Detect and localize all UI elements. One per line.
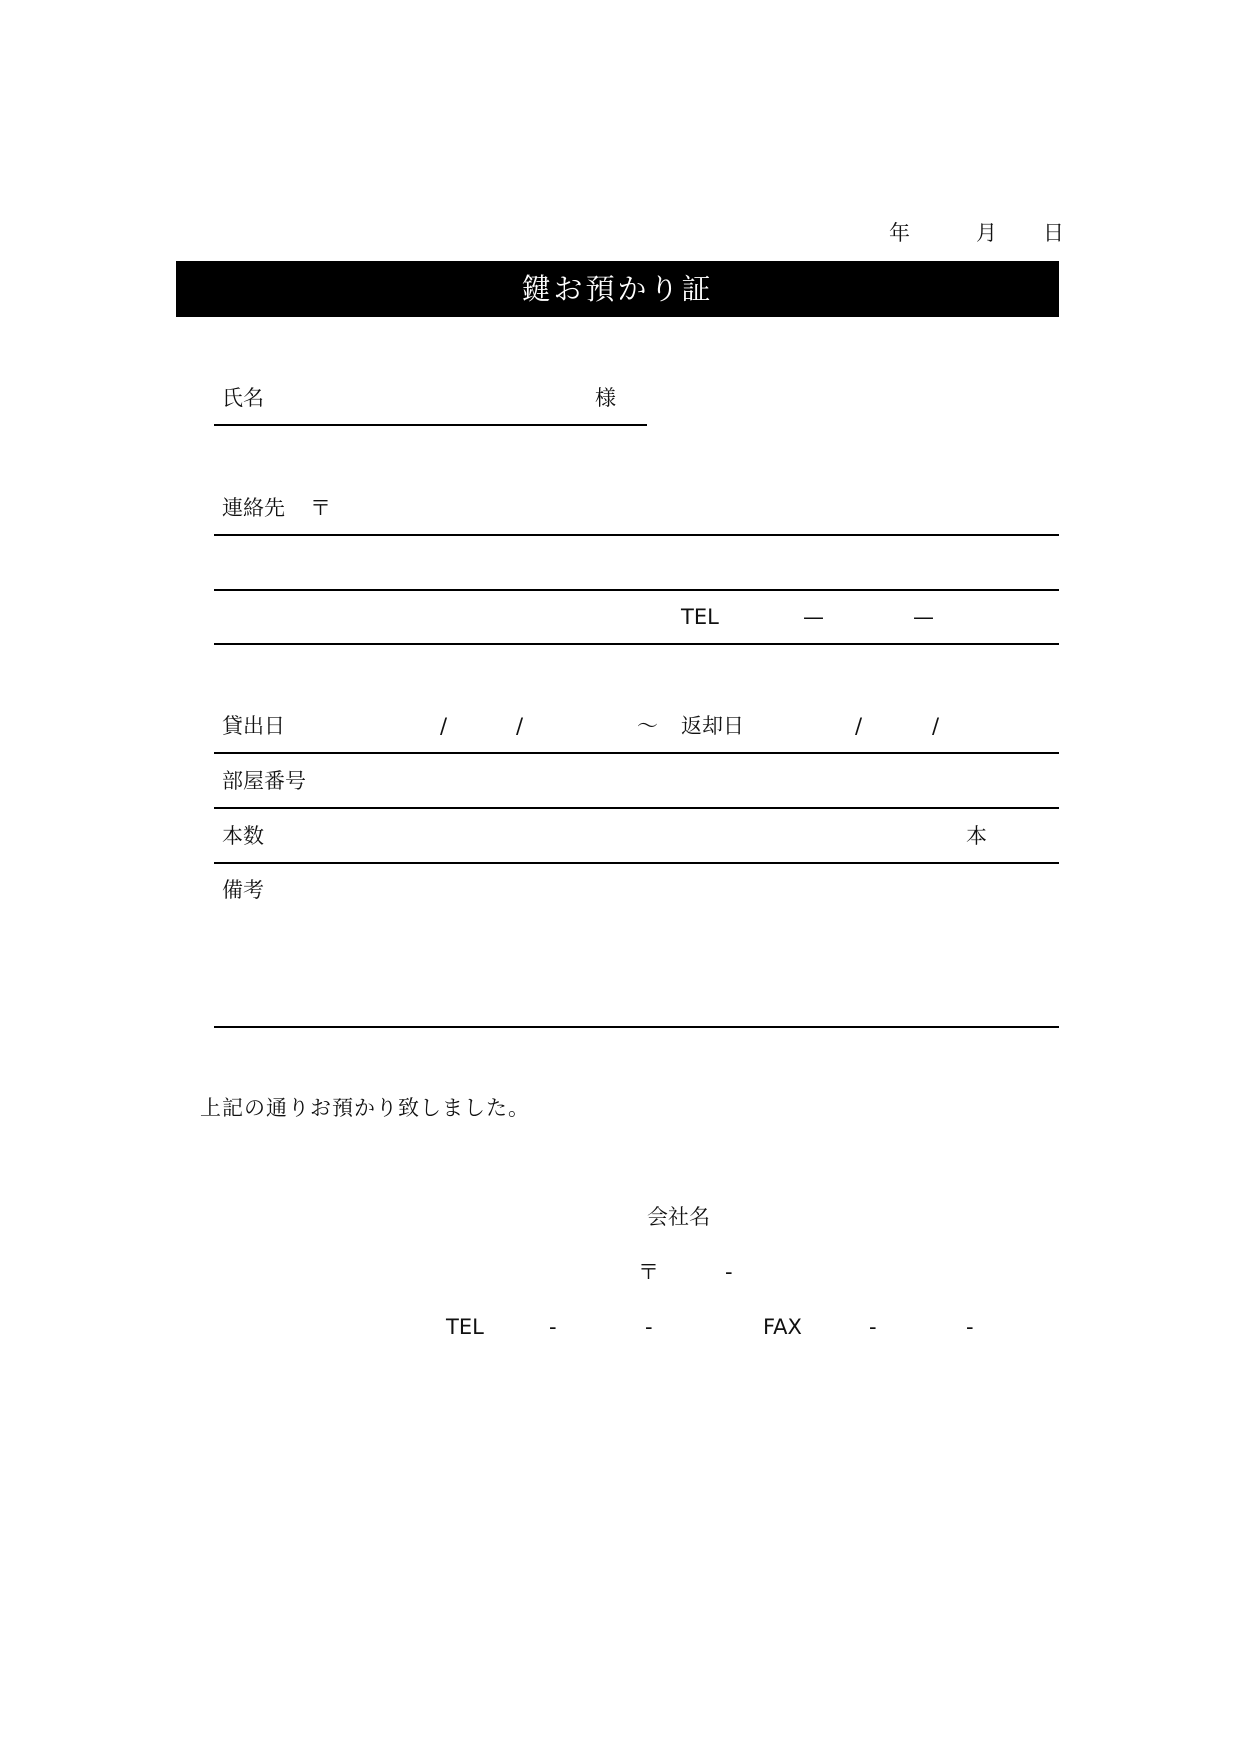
- contact-line-2: [214, 589, 1059, 591]
- period-line: [214, 752, 1059, 754]
- company-name-label: 会社名: [647, 1205, 710, 1229]
- name-underline: [214, 424, 647, 426]
- key-count-line: [214, 862, 1059, 864]
- return-date-slash-1: /: [855, 714, 863, 738]
- lend-date-slash-1: /: [440, 714, 448, 738]
- notes-label: 備考: [222, 878, 264, 902]
- date-month-label: 月: [976, 221, 997, 245]
- document-title: 鍵お預かり証: [521, 272, 714, 306]
- company-fax-label: FAX: [763, 1315, 802, 1339]
- contact-label: 連絡先: [222, 496, 285, 520]
- date-day-label: 日: [1043, 221, 1064, 245]
- receipt-statement: 上記の通りお預かり致しました。: [200, 1096, 530, 1120]
- company-fax-dash-2: -: [966, 1315, 974, 1339]
- company-fax-dash-1: -: [869, 1315, 877, 1339]
- contact-tel-label: TEL: [681, 605, 719, 629]
- company-tel-dash-2: -: [645, 1315, 653, 1339]
- contact-tel-sep-2: —: [913, 605, 934, 629]
- contact-tel-sep-1: —: [803, 605, 824, 629]
- room-number-line: [214, 807, 1059, 809]
- company-postal-mark: 〒: [638, 1260, 659, 1284]
- contact-line-3: [214, 643, 1059, 645]
- name-suffix: 様: [595, 386, 616, 410]
- company-tel-label: TEL: [446, 1315, 484, 1339]
- period-tilde: ～: [637, 714, 658, 738]
- contact-line-1: [214, 534, 1059, 536]
- room-number-label: 部屋番号: [222, 769, 306, 793]
- return-date-slash-2: /: [932, 714, 940, 738]
- name-label: 氏名: [222, 386, 264, 410]
- company-postal-dash: -: [725, 1260, 733, 1284]
- lend-date-slash-2: /: [516, 714, 524, 738]
- return-date-label: 返却日: [681, 714, 744, 738]
- key-count-unit: 本: [966, 824, 987, 848]
- notes-line: [214, 1026, 1059, 1028]
- company-tel-dash-1: -: [549, 1315, 557, 1339]
- date-year-label: 年: [889, 221, 910, 245]
- key-count-label: 本数: [222, 824, 264, 848]
- title-bar: [176, 261, 1059, 317]
- contact-postal-mark: 〒: [310, 496, 331, 520]
- lend-date-label: 貸出日: [222, 714, 285, 738]
